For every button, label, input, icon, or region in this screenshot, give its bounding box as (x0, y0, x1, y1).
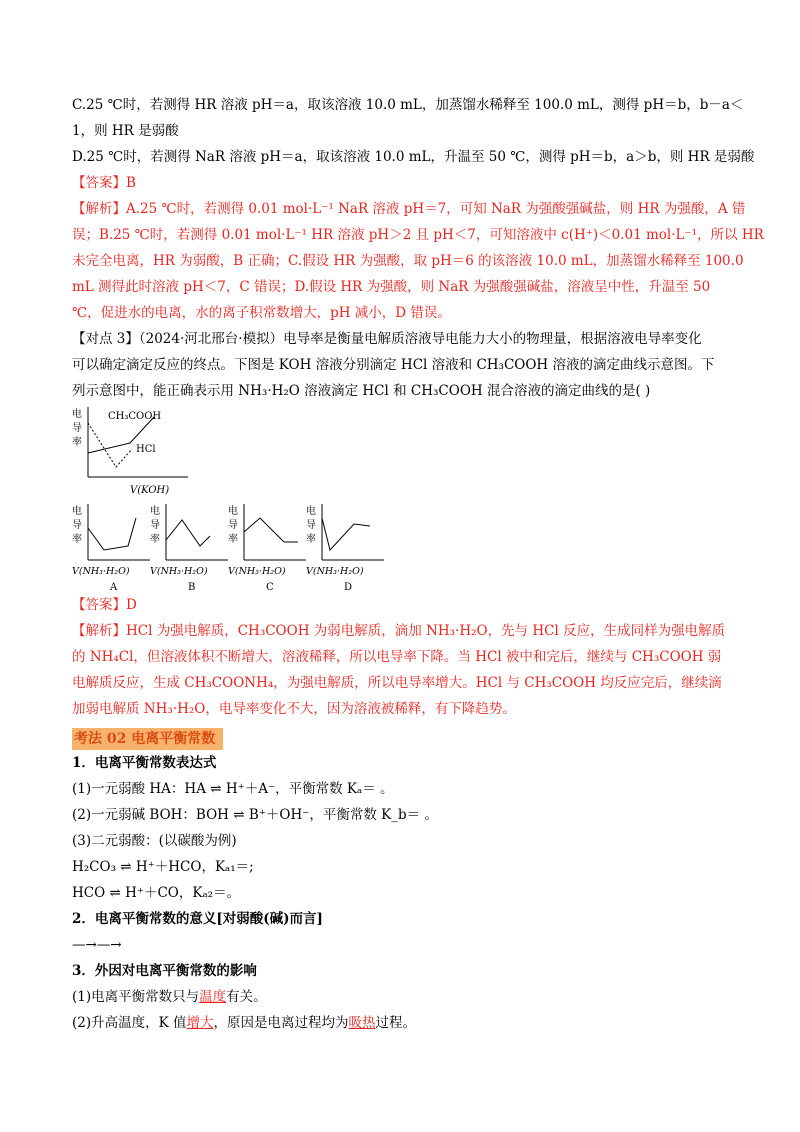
factor-1-text-a: (1)电离平衡常数只与 (72, 989, 200, 1005)
factor-1-answer: 温度 (199, 989, 227, 1005)
option-c-line1: C.25 ℃时，若测得 HR 溶液 pH＝a，取该溶液 10.0 mL，加蒸馏水稀释至 100.0 mL，测得 pH＝b，b－a＜ (72, 97, 744, 113)
option-d-graph (306, 504, 384, 593)
opt-a-ylabel-3: 率 (72, 534, 82, 545)
opt-a-xlabel: V(NH₃·H₂O) (72, 566, 130, 577)
explanation-1-line1: 【解析】A.25 ℃时，若测得 0.01 mol·L⁻¹ NaR 溶液 pH＝7，可知 NaR 为强酸强碱盐，则 HR 为强酸，A 错 (72, 201, 746, 217)
question-3-line2: 可以确定滴定反应的终点。下图是 KOH 溶液分别滴定 HCl 溶液和 CH₃COOH 溶液的滴定曲线示意图。下 (72, 357, 715, 373)
option-a-graph (72, 504, 150, 593)
explanation-2-line3: 电解质反应，生成 CH₃COONH₄，为强电解质，所以电导率增大。HCl 与 CH₃COOH 均反应完后，继续滴 (72, 675, 722, 691)
constant-line-5: HCO ⇌ H⁺＋CO，Kₐ₂＝。 (72, 885, 241, 901)
question-3-line1: 【对点 3】（2024·河北邢台·模拟）电导率是衡量电解质溶液导电能力大小的物理量，根据溶液电导率变化 (72, 331, 702, 347)
arrow-line: —→—→ (72, 937, 122, 953)
opt-c-ylabel-2: 导 (228, 520, 238, 531)
ylabel-char-1: 电 (72, 409, 82, 420)
explanation-1-line4: mL 测得此时溶液 pH＜7，C 错误；D.假设 HR 为强酸，则 NaR 为强酸强碱盐，溶液呈中性，升温至 50 (72, 279, 711, 295)
option-d-curve (322, 518, 370, 550)
factor-line-1 (72, 984, 732, 1010)
factor-2-text-c: ，原因是电离过程均为 (213, 1015, 349, 1031)
ylabel-char-3: 率 (72, 437, 82, 448)
opt-d-ylabel-1: 电 (306, 506, 316, 517)
opt-c-letter: C (266, 582, 274, 593)
ch3cooh-label: CH₃COOH (108, 411, 162, 422)
answer-2: 【答案】D (72, 597, 137, 613)
opt-a-ylabel-2: 导 (72, 520, 82, 531)
ylabel-char-2: 导 (72, 423, 82, 434)
option-d-line: D.25 ℃时，若测得 NaR 溶液 pH＝a，取该溶液 10.0 mL，升温至 50 ℃，测得 pH＝b，a＞b，则 HR 是弱酸 (72, 149, 755, 165)
opt-b-ylabel-2: 导 (150, 520, 160, 531)
explanation-1-line2: 误；B.25 ℃时，若测得 0.01 mol·L⁻¹ HR 溶液 pH＞2 且 pH＜7，可知溶液中 c(H⁺)＜0.01 mol·L⁻¹，所以 HR (72, 227, 764, 243)
answer-1: 【答案】B (72, 175, 136, 191)
option-c-line2: 1，则 HR 是弱酸 (72, 123, 179, 139)
titration-main-figure (72, 405, 192, 497)
opt-a-ylabel-1: 电 (72, 506, 82, 517)
opt-d-ylabel-2: 导 (306, 520, 316, 531)
opt-c-ylabel-3: 率 (228, 534, 238, 545)
heading-2: 2．电离平衡常数的意义[对弱酸(碱)而言] (72, 911, 323, 927)
explanation-2-line2: 的 NH₄Cl，但溶液体积不断增大，溶液稀释，所以电导率下降。当 HCl 被中和完后，继续与 CH₃COOH 弱 (72, 649, 722, 665)
factor-2-text-e: 过程。 (375, 1015, 416, 1031)
opt-a-letter: A (110, 582, 118, 593)
factor-2-text-a: (2)升高温度，K 值 (72, 1015, 187, 1031)
heading-3: 3．外因对电离平衡常数的影响 (72, 963, 257, 979)
opt-c-ylabel-1: 电 (228, 506, 238, 517)
constant-line-1: (1)一元弱酸 HA：HA ⇌ H⁺＋A⁻，平衡常数 Kₐ＝ 。 (72, 781, 394, 797)
explanation-2-line4: 加弱电解质 NH₃·H₂O，电导率变化不大，因为溶液被稀释，有下降趋势。 (72, 701, 516, 717)
option-c-curve (244, 518, 298, 542)
explanation-2-line1: 【解析】HCl 为强电解质，CH₃COOH 为弱电解质，滴加 NH₃·H₂O，先与 HCl 反应，生成同样为强电解质 (72, 623, 726, 639)
question-3-line3: 列示意图中，能正确表示用 NH₃·H₂O 溶液滴定 HCl 和 CH₃COOH 混合溶液的滴定曲线的是( ) (72, 383, 651, 399)
constant-line-3: (3)二元弱酸：(以碳酸为例) (72, 833, 237, 849)
factor-1-text-c: 有关。 (226, 989, 267, 1005)
opt-d-letter: D (344, 582, 353, 593)
constant-line-2: (2)一元弱碱 BOH：BOH ⇌ B⁺＋OH⁻，平衡常数 K_b＝ 。 (72, 807, 438, 823)
opt-b-letter: B (188, 582, 196, 593)
hcl-label: HCl (136, 444, 156, 455)
heading-1: 1．电离平衡常数表达式 (72, 755, 217, 771)
opt-b-xlabel: V(NH₃·H₂O) (150, 566, 208, 577)
explanation-1-line5: ℃，促进水的电离，水的离子积常数增大，pH 减小，D 错误。 (72, 305, 451, 321)
explanation-1-line3: 未完全电离，HR 为弱酸，B 正确；C.假设 HR 为强酸，取 pH＝6 的该溶液 10.0 mL，加蒸馏水稀释至 100.0 (72, 253, 744, 269)
factor-2-answer-2: 吸热 (348, 1015, 376, 1031)
opt-d-ylabel-3: 率 (306, 534, 316, 545)
opt-b-ylabel-1: 电 (150, 506, 160, 517)
factor-2-answer-1: 增大 (186, 1015, 214, 1031)
opt-c-xlabel: V(NH₃·H₂O) (228, 566, 286, 577)
opt-d-xlabel: V(NH₃·H₂O) (306, 566, 364, 577)
option-a-curve (88, 518, 136, 550)
option-b-graph (150, 504, 228, 593)
factor-line-2 (72, 1010, 732, 1036)
option-c-graph (228, 504, 306, 593)
hcl-curve (88, 423, 132, 467)
main-xlabel: V(KOH) (130, 485, 170, 496)
option-b-curve (166, 520, 210, 546)
constant-line-4: H₂CO₃ ⇌ H⁺＋HCO，Kₐ₁＝; (72, 859, 254, 875)
opt-b-ylabel-3: 率 (150, 534, 160, 545)
section-title: 考法 02 电离平衡常数 (72, 728, 223, 750)
option-figures (72, 502, 392, 594)
